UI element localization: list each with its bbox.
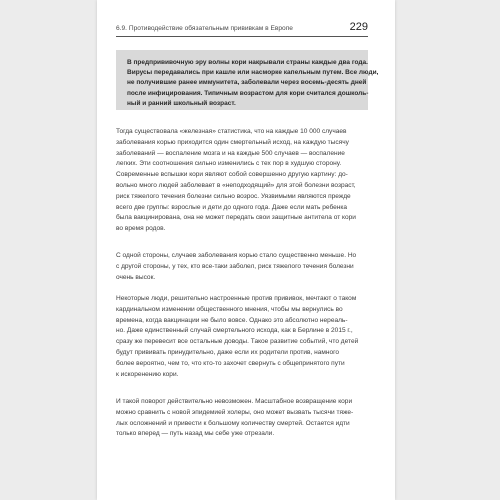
callout-box xyxy=(116,50,379,110)
paragraph-line: к искоренению кори. xyxy=(116,370,179,378)
page-number: 229 xyxy=(349,21,368,33)
paragraph-line: И такой поворот действительно невозможен. Масштабное возвращение кори xyxy=(116,398,353,405)
paragraph-line: только вперед — путь назад мы себе уже отрезали. xyxy=(116,430,275,438)
paragraph-line: Современные вспышки кори являют собой совершенно другую картину: до- xyxy=(116,171,348,179)
running-header xyxy=(116,22,368,37)
book-page xyxy=(97,0,395,500)
paragraph-line: но. Даже единственный случай смертельного исхода, как в Берлине в 2015 г., xyxy=(116,327,353,335)
callout-line: ный и ранний школьный возраст. xyxy=(127,99,236,107)
paragraph-line: С одной стороны, случаев заболевания корью стало существенно меньше. Но xyxy=(116,252,357,259)
paragraph-2 xyxy=(116,251,370,283)
paragraph-line: времена, когда вакцинации не было вовсе. Однако это абсолютно нереаль- xyxy=(116,316,348,324)
callout-text xyxy=(127,58,379,109)
paragraph-line: заболеваний — воспаление мозга и на каждые 500 случаев — воспаление xyxy=(116,149,345,157)
paragraph-line: можно сравнить с новой эпидемией холеры, оно может вызвать тысячи тяже- xyxy=(116,408,354,416)
callout-line: В предпрививочную эру волны кори накрывали страны каждые два года. xyxy=(127,59,368,66)
paragraph-1 xyxy=(116,127,370,235)
paragraph-line: очень высок. xyxy=(116,273,156,281)
paragraph-line: сразу же перевесит все остальные доводы. Такое развитие событий, что детей xyxy=(116,338,359,346)
paragraph-line: вольно много людей заболевает в «неподходящий» для этой болезни возраст, xyxy=(116,181,356,189)
paragraph-3 xyxy=(116,294,370,380)
paragraph-line: лых осложнений и привести к большому количеству смертей. Остается идти xyxy=(116,419,350,427)
paragraph-line: Тогда существовала «железная» статистика, что на каждые 10 000 случаев xyxy=(116,128,347,135)
paragraph-line: во время родов. xyxy=(116,225,166,233)
paragraph-line: Некоторые люди, решительно настроенные против прививок, мечтают о таком xyxy=(116,295,357,302)
callout-line: Вирусы передавались при кашле или насморке капельным путем. Все люди, xyxy=(127,69,379,77)
paragraph-line: заболевания корью приходится один смертельный исход, на каждую тысячу xyxy=(116,138,349,146)
paragraph-line: с другой стороны, у тех, кто все-таки заболел, риск тяжелого течения болезни xyxy=(116,262,354,270)
section-title: 6.9. Противодействие обязательным прививкам в Европе xyxy=(116,25,293,32)
paragraph-line: всего две группы: взрослые и дети до одного года. Даже если мать ребенка xyxy=(116,203,348,211)
paragraph-line: будут прививать принудительно, даже если их родители против, намного xyxy=(116,348,340,356)
paragraph-line: более вероятно, чем то, что кто-то захочет свернуть с общепринятого пути xyxy=(116,359,345,367)
paragraph-4 xyxy=(116,397,370,440)
callout-line: после инфицирования. Типичным возрастом для кори считался дошколь- xyxy=(127,89,369,97)
callout-line: не получившие ранее иммунитета, заболевали через восемь-десять дней xyxy=(127,79,367,87)
paragraph-line: легких. Эти соотношения сильно изменились с тех пор в худшую сторону. xyxy=(116,160,342,168)
paragraph-line: кардинальном изменении общественного мнения, чтобы мы вернулись во xyxy=(116,305,343,313)
paragraph-line: была вакцинирована, она не может передать свои защитные антитела от кори xyxy=(116,214,356,222)
paragraph-line: риск тяжелого течения болезни сильно возрос. Уязвимыми являются прежде xyxy=(116,192,351,200)
